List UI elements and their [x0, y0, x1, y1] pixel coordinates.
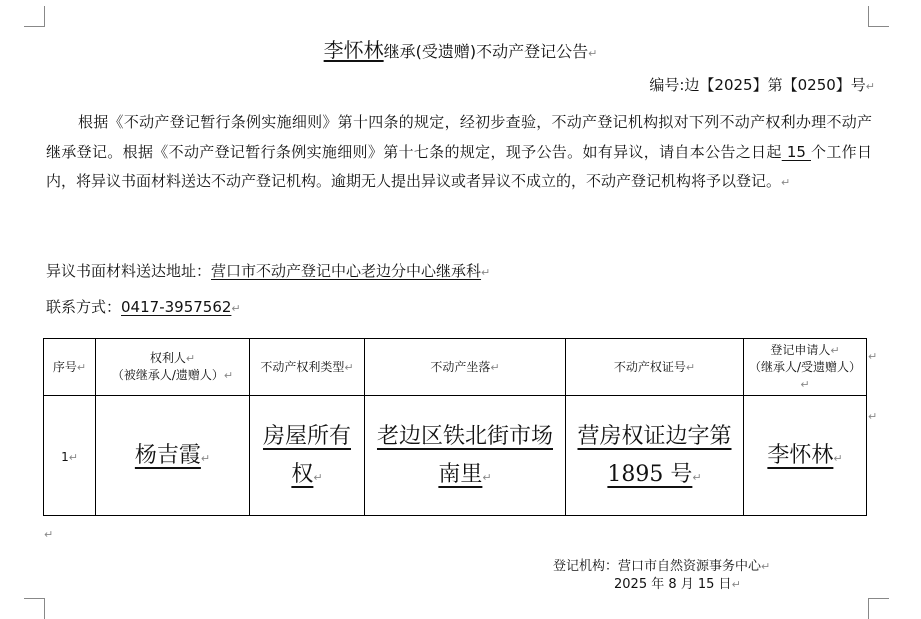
- address-label: 异议书面材料送达地址：: [46, 262, 212, 280]
- registration-table: [43, 338, 867, 516]
- row-end-mark-icon: ↵: [868, 350, 878, 363]
- table-header-row: [44, 339, 867, 396]
- notice-serial-number: [649, 74, 875, 95]
- header-right-type: 不动产权利类型↵: [250, 339, 365, 396]
- contact-phone: 0417-3957562: [121, 298, 232, 316]
- header-location: 不动产坐落↵: [365, 339, 566, 396]
- paragraph-mark-icon: ↵: [481, 266, 491, 279]
- page-corner-mark-top-right: [868, 6, 889, 27]
- header-seq: 序号↵: [44, 339, 96, 396]
- title-text: 继承(受遗赠)不动产登记公告: [383, 42, 589, 61]
- row-end-mark-icon: ↵: [868, 410, 878, 423]
- cell-right-holder: 杨吉霞↵: [96, 396, 250, 516]
- paragraph-mark-icon: ↵: [588, 47, 598, 60]
- notice-title: [0, 34, 921, 63]
- body-text-part-1: 根据《不动产登记暂行条例实施细则》第十四条的规定，经初步查验，不动产登记机构拟对下列不动产权利办理不动产继承登记。根据《不动产登记暂行条例实施细则》第十七条的规定，现予公告。如有异议，请自本公告之日起: [46, 113, 872, 161]
- objection-address-line: [46, 260, 490, 281]
- paragraph-mark-icon: ↵: [231, 302, 241, 315]
- paragraph-mark-icon: ↵: [865, 80, 875, 93]
- serial-text: 编号:边【2025】第【0250】号: [649, 76, 866, 94]
- page-corner-mark-bottom-right: [868, 598, 889, 619]
- page-corner-mark-top-left: [24, 6, 45, 27]
- cell-certificate-number: 营房权证边字第 1895 号↵: [566, 396, 744, 516]
- contact-line: [46, 296, 241, 317]
- body-text-part-2: 个工作日内，将异议书面材料送达不动产登记机构。逾期无人提出异议或者异议不成立的，不动产登记机构将予以登记。: [46, 142, 872, 190]
- cell-right-type: 房屋所有权↵: [250, 396, 365, 516]
- cell-applicant: 李怀林↵: [744, 396, 867, 516]
- empty-paragraph-mark-icon: ↵: [44, 528, 54, 541]
- notice-body-paragraph: [46, 108, 872, 198]
- objection-period-days: 15: [781, 142, 811, 161]
- notice-date: 2025 年 8 月 15 日↵: [614, 577, 741, 592]
- address-value: 营口市不动产登记中心老边分中心继承科: [211, 262, 482, 280]
- contact-label: 联系方式：: [46, 298, 122, 316]
- header-right-holder: 权利人↵ （被继承人/遗赠人）↵: [96, 339, 250, 396]
- table-row: [44, 396, 867, 516]
- paragraph-mark-icon: ↵: [781, 176, 791, 189]
- registration-authority: 登记机构：营口市自然资源事务中心↵: [553, 559, 771, 574]
- header-applicant: 登记申请人↵ （继承人/受遗赠人）↵: [744, 339, 867, 396]
- page-corner-mark-bottom-left: [24, 598, 45, 619]
- title-heir-name: 李怀林: [323, 38, 384, 62]
- header-certificate-number: 不动产权证号↵: [566, 339, 744, 396]
- cell-location: 老边区铁北街市场南里↵: [365, 396, 566, 516]
- cell-seq: 1↵: [44, 396, 96, 516]
